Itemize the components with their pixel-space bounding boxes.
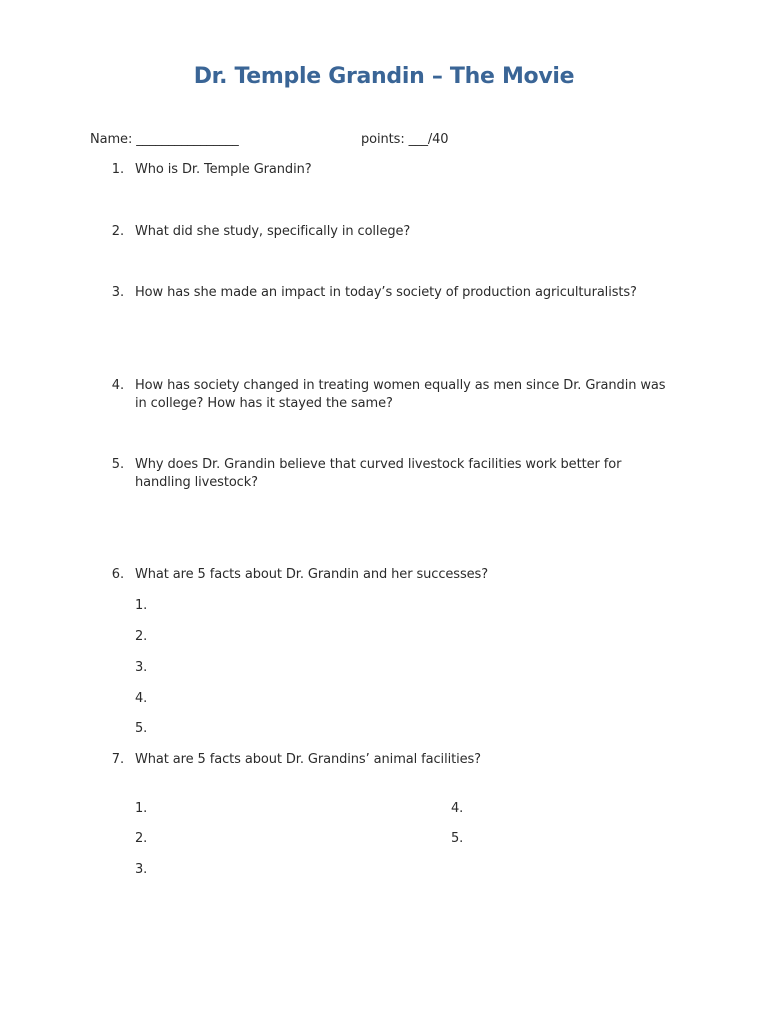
question-1-text: Who is Dr. Temple Grandin? — [135, 162, 312, 177]
q6-answer-2: 2. — [135, 629, 148, 644]
name-field-line: Name: ________________ — [90, 132, 239, 147]
q6-answer-4: 4. — [135, 691, 148, 706]
question-6-text: What are 5 facts about Dr. Grandin and her successes? — [135, 567, 488, 582]
question-4-number: 4. — [111, 378, 124, 393]
q7-answer-3: 3. — [135, 862, 148, 877]
page-title: Dr. Temple Grandin – The Movie — [193, 64, 575, 89]
question-7-number: 7. — [111, 752, 124, 767]
question-2-number: 2. — [111, 224, 124, 239]
q6-answer-3: 3. — [135, 660, 148, 675]
question-3-number: 3. — [111, 285, 124, 300]
q7-answer-5: 5. — [451, 831, 464, 846]
q7-answer-1: 1. — [135, 801, 148, 816]
q7-answer-4: 4. — [451, 801, 464, 816]
question-2-text: What did she study, specifically in college? — [135, 224, 411, 239]
question-7-text: What are 5 facts about Dr. Grandins’ animal facilities? — [135, 752, 481, 767]
question-5-number: 5. — [111, 457, 124, 472]
question-1-number: 1. — [111, 162, 124, 177]
question-3-text: How has she made an impact in today’s society of production agriculturalists? — [135, 285, 637, 300]
question-5-text: Why does Dr. Grandin believe that curved livestock facilities work better for handling livestock? — [135, 457, 622, 490]
q7-answer-2: 2. — [135, 831, 148, 846]
q6-answer-5: 5. — [135, 721, 148, 736]
question-4-text: How has society changed in treating women equally as men since Dr. Grandin was in college? How has it stayed the same? — [135, 378, 666, 411]
q6-answer-1: 1. — [135, 598, 148, 613]
points-field-line: points: ___/40 — [361, 132, 449, 147]
question-6-number: 6. — [111, 567, 124, 582]
